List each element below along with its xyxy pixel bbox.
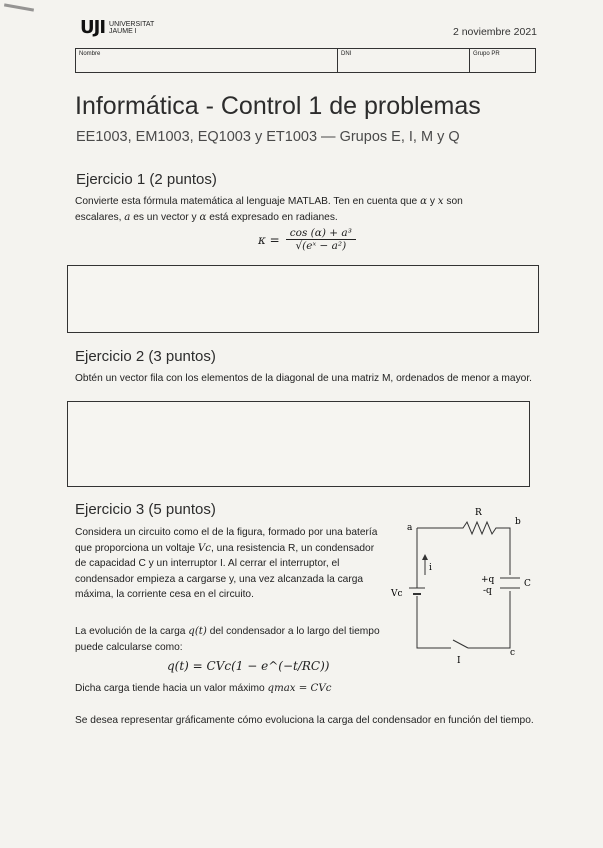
label-I: I	[457, 656, 461, 666]
ex1-answer-box[interactable]	[67, 265, 539, 333]
label-C: C	[524, 579, 531, 589]
formula-fraction	[286, 227, 356, 252]
logo-mark: UJI	[80, 17, 106, 38]
label-minus-q: -q	[483, 586, 492, 596]
ex3-paragraph1: Considera un circuito como el de la figura, formado por una batería que proporciona un voltaje Vc, una resistencia R, un condensador de capacidad C y un interruptor I. Al cerrar el interruptor, el condensador empieza a cargarse y, una vez alcanzada la carga máxima, la corriente cesa en el circuito.	[75, 527, 378, 600]
ex3-paragraph3: Dicha carga tiende hacia un valor máximo qmax = CVc	[75, 683, 332, 694]
exam-date: 2 noviembre 2021	[452, 26, 537, 38]
university-logo	[80, 17, 154, 38]
logo-text	[109, 21, 154, 35]
formula-numerator: cos (α) + a³	[286, 227, 356, 240]
logo-line2: JAUME I	[109, 27, 137, 35]
rc-circuit-diagram	[385, 500, 545, 670]
bottom-wire	[417, 596, 451, 648]
nombre-label: Nombre	[79, 51, 101, 57]
page-subtitle: EE1003, EM1003, EQ1003 y ET1003 — Grupos E, I, M y Q	[76, 129, 460, 145]
page-title: Informática - Control 1 de problemas	[75, 92, 481, 120]
ex1-formula	[258, 227, 356, 252]
ex2-text: Obtén un vector fila con los elementos de la diagonal de una matriz M, ordenados de menor a mayor.	[75, 373, 532, 384]
label-c: c	[510, 648, 516, 658]
formula-denominator: √(eˣ − a²)	[295, 240, 347, 252]
grupo-field[interactable]	[470, 49, 535, 72]
formula-lhs: κ =	[258, 232, 280, 247]
ex3-heading: Ejercicio 3 (5 puntos)	[75, 501, 216, 518]
right-lower-wire	[468, 591, 510, 648]
label-a: a	[407, 523, 413, 533]
label-i: i	[429, 563, 432, 573]
current-arrow-head	[422, 554, 428, 560]
scan-mark	[4, 3, 34, 11]
ex3-paragraph4: Se desea representar gráficamente cómo evoluciona la carga del condensador en función del tiempo.	[75, 715, 534, 726]
ex2-answer-box[interactable]	[67, 401, 530, 487]
nombre-field[interactable]	[76, 49, 338, 72]
label-plus-q: +q	[481, 575, 495, 585]
ex3-formula: q(t) = CVc(1 − e^(−t/RC))	[167, 659, 330, 673]
ex2-heading: Ejercicio 2 (3 puntos)	[75, 348, 216, 365]
switch-lever	[453, 640, 468, 648]
ex3-paragraph2: La evolución de la carga q(t) del condensador a lo largo del tiempo puede calcularse como:	[75, 626, 380, 653]
student-id-box	[75, 48, 536, 73]
dni-label: DNI	[341, 51, 352, 57]
label-b: b	[515, 517, 521, 527]
label-R: R	[475, 508, 482, 518]
dni-field[interactable]	[338, 49, 470, 72]
logo-line1: UNIVERSITAT	[109, 20, 155, 28]
label-Vc: Vc	[391, 589, 403, 599]
ex1-heading: Ejercicio 1 (2 puntos)	[76, 171, 217, 188]
ex1-text: Convierte esta fórmula matemática al lenguaje MATLAB. Ten en cuenta que α y x son escalares, a es un vector y α está expresado en radianes.	[75, 196, 463, 223]
grupo-label: Grupo PR	[473, 51, 500, 57]
